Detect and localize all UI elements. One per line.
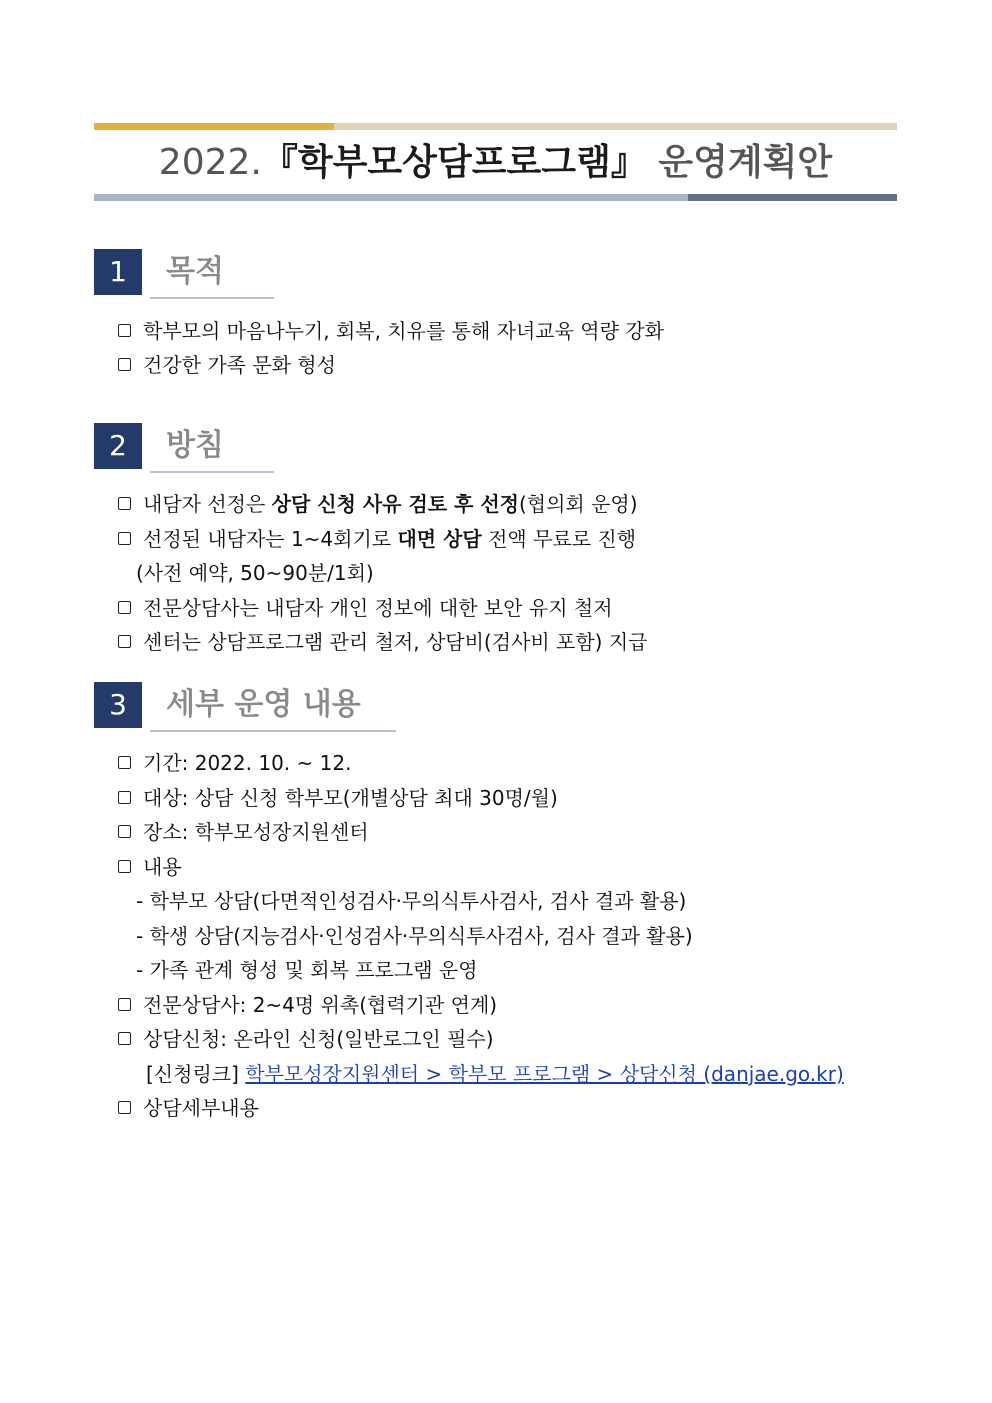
section-1-item-2	[118, 350, 336, 380]
title-top-bar-gold	[94, 123, 334, 130]
section-2-title: 방침	[166, 428, 224, 463]
section-2-item-2-post: 전액 무료로 진행	[481, 527, 637, 551]
title-year: 2022.	[158, 142, 262, 183]
title-bottom-bar-light	[94, 194, 688, 201]
checkbox-icon	[118, 998, 131, 1011]
section-1-item-2-text: 건강한 가족 문화 형성	[143, 353, 336, 377]
section-2-item-1-post: (협의회 운영)	[518, 492, 638, 516]
title-bottom-bar-dark	[688, 194, 897, 201]
section-3-number: 3	[94, 682, 142, 728]
checkbox-icon	[118, 358, 131, 371]
section-3-target	[118, 783, 558, 813]
section-2-item-1-pre: 내담자 선정은	[143, 492, 272, 516]
section-3-details-text: 상담세부내용	[143, 1096, 259, 1120]
section-2-item-3	[118, 593, 613, 623]
checkbox-icon	[118, 324, 131, 337]
section-3-content-item-2: - 학생 상담(지능검사·인성검사·무의식투사검사, 검사 결과 활용)	[136, 924, 693, 948]
title-suffix: 운영계획안	[658, 142, 833, 183]
checkbox-icon	[118, 635, 131, 648]
section-3-place	[118, 817, 369, 847]
checkbox-icon	[118, 791, 131, 804]
checkbox-icon	[118, 601, 131, 614]
section-3-details	[118, 1093, 259, 1123]
section-2-item-4-text: 센터는 상담프로그램 관리 철저, 상담비(검사비 포함) 지급	[143, 630, 648, 654]
section-3-application	[118, 1024, 494, 1054]
section-1-item-1	[118, 316, 664, 346]
section-3-content-item-1: - 학부모 상담(다면적인성검사·무의식투사검사, 검사 결과 활용)	[136, 889, 687, 913]
section-2-item-1	[118, 489, 638, 519]
title-bottom-bar	[94, 194, 897, 201]
section-3-counselors	[118, 990, 497, 1020]
section-3-title: 세부 운영 내용	[166, 687, 361, 722]
checkbox-icon	[118, 860, 131, 873]
section-3-period-text: 기간: 2022. 10. ~ 12.	[143, 751, 352, 775]
application-link[interactable]: 학부모성장지원센터 > 학부모 프로그램 > 상담신청 (danjae.go.kr)	[245, 1062, 844, 1086]
section-3-content-label: 내용	[143, 855, 182, 879]
section-3-link-row	[146, 1059, 844, 1089]
checkbox-icon	[118, 497, 131, 510]
section-2-item-2	[118, 524, 636, 554]
section-3-application-text: 상담신청: 온라인 신청(일반로그인 필수)	[143, 1027, 494, 1051]
section-1-underline	[150, 297, 274, 299]
section-3-period	[118, 748, 351, 778]
checkbox-icon	[118, 1101, 131, 1114]
section-3-link-label: [신청링크]	[146, 1062, 239, 1086]
section-2-underline	[150, 471, 274, 473]
section-1-item-1-text: 학부모의 마음나누기, 회복, 치유를 통해 자녀교육 역량 강화	[143, 319, 664, 343]
title-top-bar-beige	[334, 123, 897, 130]
section-2-item-1-bold: 상담 신청 사유 검토 후 선정	[271, 492, 519, 516]
section-3-counselors-text: 전문상담사: 2~4명 위촉(협력기관 연계)	[143, 993, 498, 1017]
section-1-title: 목적	[166, 254, 224, 289]
section-2-item-3-text: 전문상담사는 내담자 개인 정보에 대한 보안 유지 철저	[143, 596, 613, 620]
section-2-item-2-pre: 선정된 내담자는 1~4회기로	[143, 527, 398, 551]
checkbox-icon	[118, 756, 131, 769]
section-3-underline	[150, 730, 396, 732]
checkbox-icon	[118, 1032, 131, 1045]
section-2-item-4	[118, 627, 647, 657]
section-2-number: 2	[94, 423, 142, 469]
section-3-content-item-3: - 가족 관계 형성 및 회복 프로그램 운영	[136, 958, 478, 982]
section-2-item-2-bold: 대면 상담	[397, 527, 482, 551]
document-title	[94, 134, 897, 192]
title-main: 『학부모상담프로그램』	[261, 142, 647, 183]
checkbox-icon	[118, 532, 131, 545]
section-1-number: 1	[94, 249, 142, 295]
checkbox-icon	[118, 825, 131, 838]
title-top-bar	[94, 123, 897, 130]
section-2-item-2-continuation: (사전 예약, 50~90분/1회)	[136, 561, 374, 585]
section-3-content	[118, 852, 182, 882]
section-3-place-text: 장소: 학부모성장지원센터	[143, 820, 369, 844]
section-3-target-text: 대상: 상담 신청 학부모(개별상담 최대 30명/월)	[143, 786, 558, 810]
